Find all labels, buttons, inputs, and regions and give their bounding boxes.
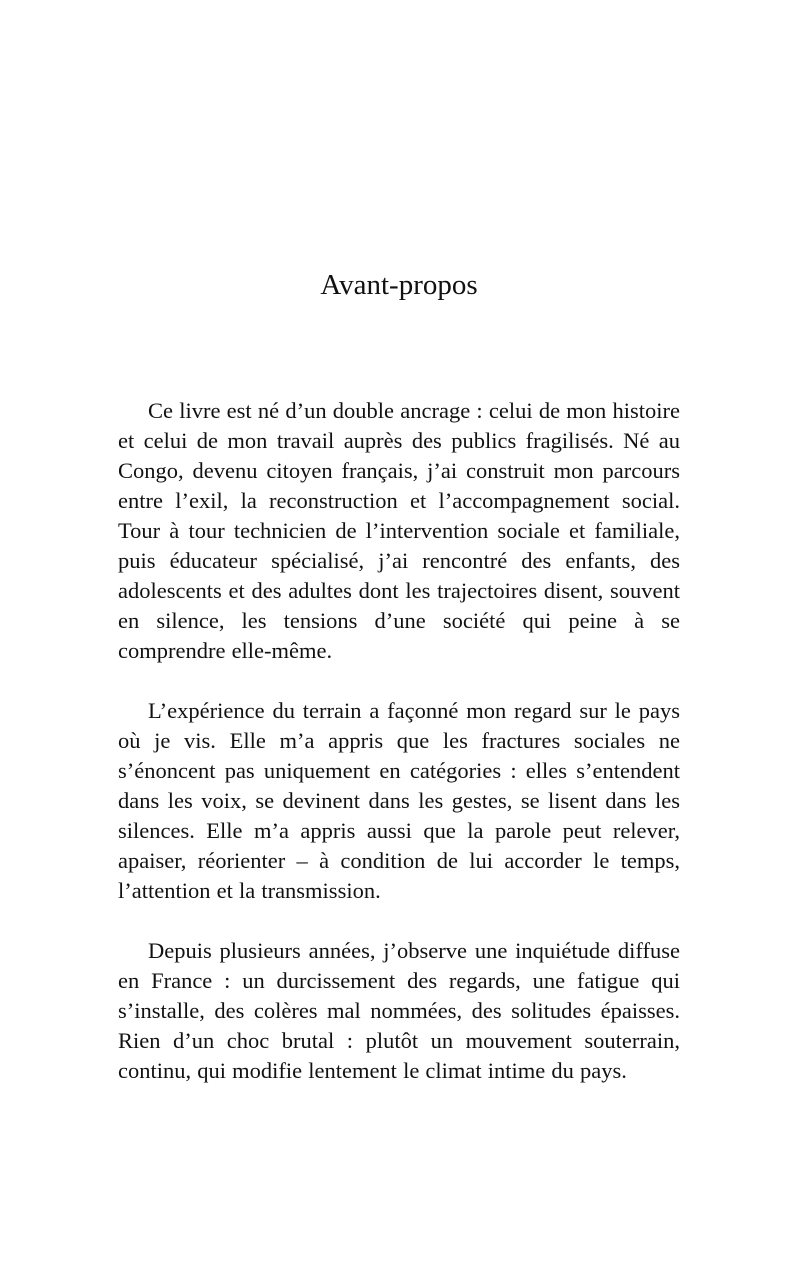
paragraph-1: Ce livre est né d’un double ancrage : celui de mon histoire et celui de mon travail auprès des publics fragilisés. Né au Congo, devenu citoyen français, j’ai construit mon parcours entre l’exil, la reconstruction et l’accompagnement social. Tour à tour technicien de l’intervention sociale et familiale, puis éducateur spécialisé, j’ai rencontré des enfants, des adolescents et des adultes dont les trajectoires disent, souvent en silence, les tensions d’une société qui peine à se comprendre elle-même.	[118, 398, 680, 663]
paragraph-2: L’expérience du terrain a façonné mon regard sur le pays où je vis. Elle m’a appris que les fractures sociales ne s’énoncent pas uniquement en catégories : elles s’entendent dans les voix, se devinent dans les gestes, se lisent dans les silences. Elle m’a appris aussi que la parole peut relever, apaiser, réorienter – à condition de lui accorder le temps, l’attention et la transmission.	[118, 698, 680, 903]
chapter-title: Avant-propos	[320, 269, 478, 301]
paragraph-3: Depuis plusieurs années, j’observe une inquiétude diffuse en France : un durcissement des regards, une fatigue qui s’installe, des colères mal nommées, des solitudes épaisses. Rien d’un choc brutal : plutôt un mouvement souterrain, continu, qui modifie lentement le climat intime du pays.	[118, 938, 680, 1083]
body-text	[118, 396, 680, 1086]
